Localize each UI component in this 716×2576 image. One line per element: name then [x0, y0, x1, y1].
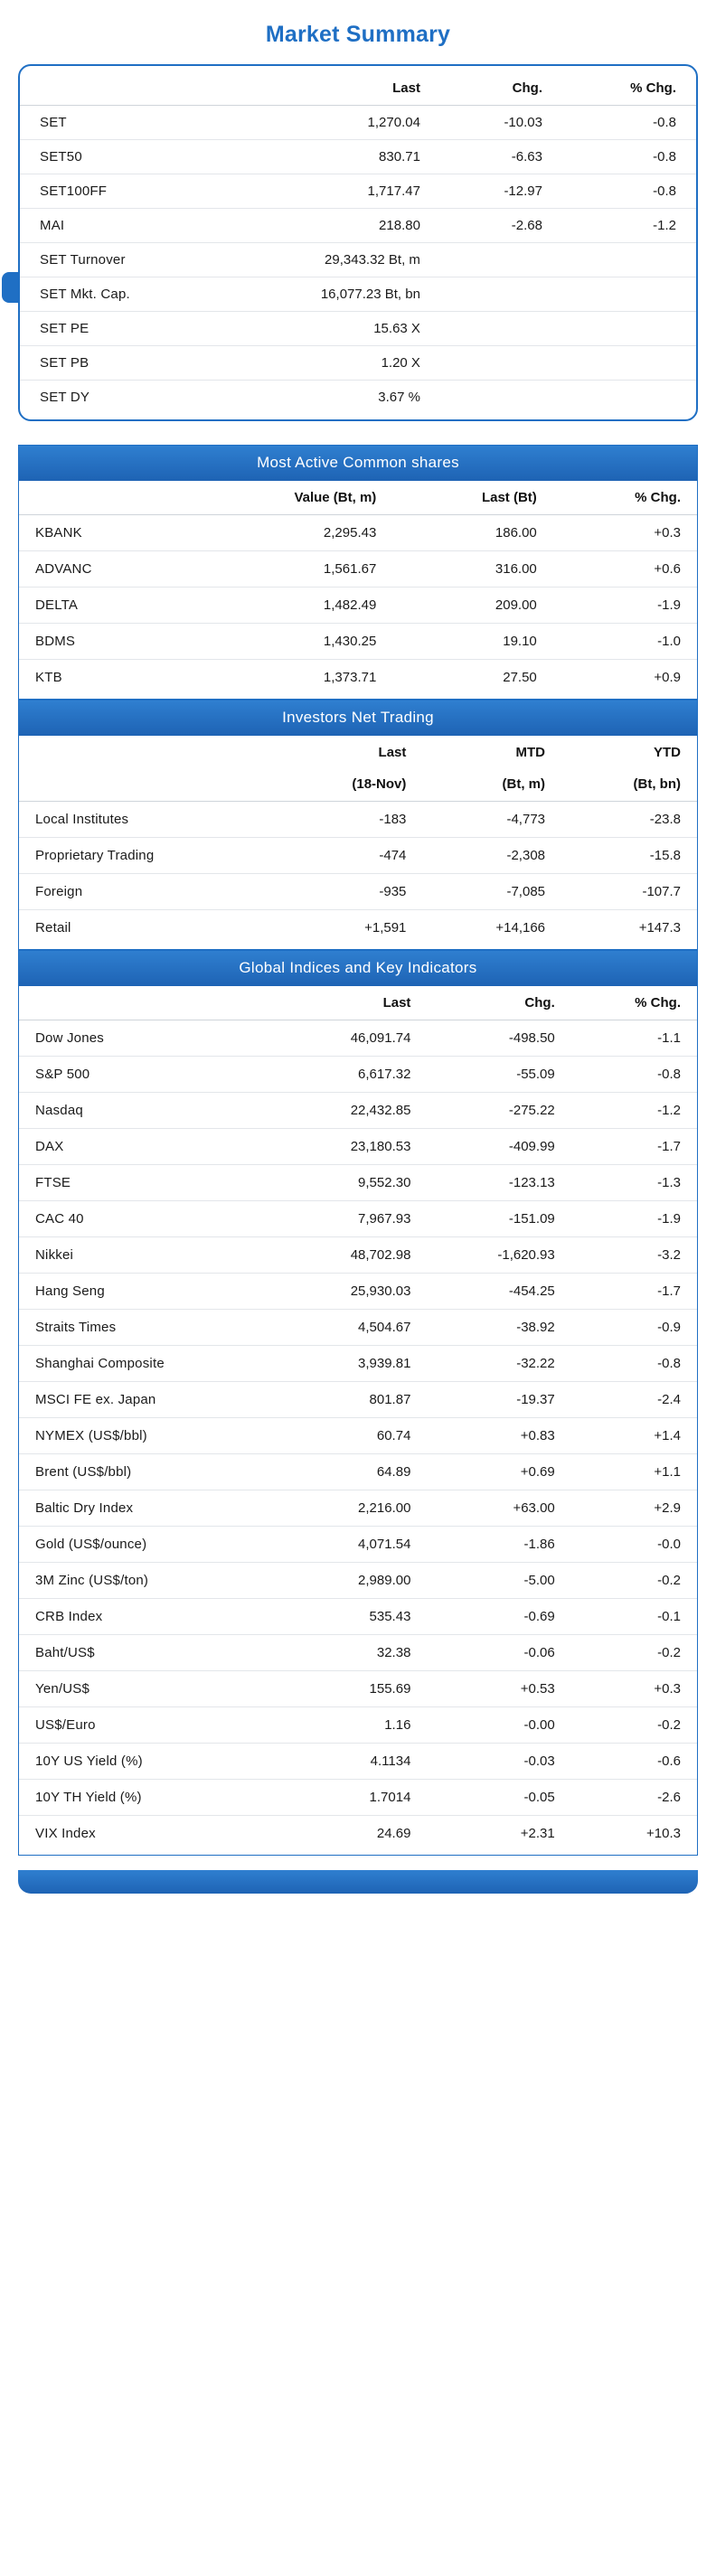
- set-summary-row-cell-pct: [562, 243, 696, 277]
- global-indices-row-cell-last: 2,216.00: [278, 1490, 428, 1527]
- global-indices-row-cell-chg: -409.99: [427, 1129, 570, 1165]
- global-indices-row-cell-last: 155.69: [278, 1671, 428, 1707]
- set-summary-row-cell-pct: -0.8: [562, 140, 696, 174]
- global-indices-row: [19, 1418, 697, 1454]
- column-header-chg: Chg.: [512, 80, 542, 96]
- global-indices-row-cell-chg: -55.09: [427, 1057, 570, 1093]
- global-indices-row: [19, 1129, 697, 1165]
- global-indices-row-cell-name: Nasdaq: [19, 1093, 278, 1129]
- set-summary-row-cell-chg: [440, 277, 562, 312]
- global-indices-row-cell-chg: -454.25: [427, 1274, 570, 1310]
- global-indices-row-cell-name: NYMEX (US$/bbl): [19, 1418, 278, 1454]
- global-indices-row-cell-pct: -0.2: [571, 1707, 697, 1744]
- set-summary-row-cell-name: SET100FF: [20, 174, 222, 209]
- global-indices-row-cell-name: FTSE: [19, 1165, 278, 1201]
- most-active-title: Most Active Common shares: [19, 446, 697, 481]
- most-active-row: [19, 588, 697, 624]
- investors-row: [19, 838, 697, 874]
- global-indices-row-cell-chg: +0.69: [427, 1454, 570, 1490]
- column-header-last: Last: [392, 80, 420, 96]
- most-active-table: [19, 483, 697, 695]
- global-indices-row-cell-pct: -0.0: [571, 1527, 697, 1563]
- global-indices-row-cell-last: 24.69: [278, 1816, 428, 1852]
- global-indices-row-cell-chg: -0.05: [427, 1780, 570, 1816]
- global-indices-row: [19, 1346, 697, 1382]
- column-header-chg: Chg.: [524, 995, 555, 1011]
- global-indices-row-cell-chg: -5.00: [427, 1563, 570, 1599]
- global-indices-row-cell-pct: -2.6: [571, 1780, 697, 1816]
- global-indices-row-cell-name: Baht/US$: [19, 1635, 278, 1671]
- global-indices-row-cell-pct: +2.9: [571, 1490, 697, 1527]
- global-indices-row-cell-name: VIX Index: [19, 1816, 278, 1852]
- most-active-row-cell-value: 2,295.43: [183, 515, 393, 551]
- investors-row-cell-ytd: -107.7: [561, 874, 697, 910]
- global-indices-row-cell-name: DAX: [19, 1129, 278, 1165]
- global-indices-row-cell-last: 535.43: [278, 1599, 428, 1635]
- most-active-row-cell-pct: -1.0: [553, 624, 697, 660]
- set-summary-row-cell-pct: -0.8: [562, 106, 696, 140]
- global-indices-row-cell-chg: -0.69: [427, 1599, 570, 1635]
- set-summary-row-cell-chg: [440, 312, 562, 346]
- set-summary-row-cell-pct: [562, 277, 696, 312]
- most-active-row-cell-last: 209.00: [392, 588, 552, 624]
- global-indices-row-cell-chg: -275.22: [427, 1093, 570, 1129]
- column-header-pct: % Chg.: [635, 995, 681, 1011]
- most-active-row-cell-value: 1,482.49: [183, 588, 393, 624]
- global-indices-row-cell-chg: -32.22: [427, 1346, 570, 1382]
- column-header-last: Last: [378, 745, 407, 760]
- investors-row-cell-ytd: -23.8: [561, 802, 697, 838]
- most-active-row: [19, 551, 697, 588]
- table-header-row: [19, 738, 697, 769]
- set-summary-row: [20, 140, 696, 174]
- set-summary-card: [18, 64, 698, 421]
- most-active-row-cell-last: 316.00: [392, 551, 552, 588]
- set-summary-row: [20, 174, 696, 209]
- investors-row-cell-last: -474: [276, 838, 423, 874]
- global-indices-row: [19, 1237, 697, 1274]
- investors-title: Investors Net Trading: [19, 700, 697, 736]
- investors-row-cell-mtd: -7,085: [422, 874, 561, 910]
- column-header-name: [20, 75, 222, 106]
- most-active-row-cell-name: ADVANC: [19, 551, 183, 588]
- global-indices-row-cell-name: S&P 500: [19, 1057, 278, 1093]
- most-active-row-cell-pct: +0.3: [553, 515, 697, 551]
- global-indices-row-cell-last: 32.38: [278, 1635, 428, 1671]
- set-summary-row-cell-name: SET Mkt. Cap.: [20, 277, 222, 312]
- set-summary-row-cell-name: SET DY: [20, 381, 222, 415]
- global-indices-table: [19, 988, 697, 1851]
- global-indices-row: [19, 1744, 697, 1780]
- left-tab-nub: [2, 272, 20, 303]
- column-header-mtd: MTD: [515, 745, 546, 760]
- global-indices-row: [19, 1274, 697, 1310]
- set-summary-row-cell-name: SET50: [20, 140, 222, 174]
- most-active-row-cell-name: BDMS: [19, 624, 183, 660]
- column-header-name: [19, 738, 276, 769]
- global-indices-row-cell-pct: -1.3: [571, 1165, 697, 1201]
- global-indices-row-cell-name: Straits Times: [19, 1310, 278, 1346]
- global-indices-row-cell-name: Hang Seng: [19, 1274, 278, 1310]
- global-indices-row-cell-pct: +1.4: [571, 1418, 697, 1454]
- set-summary-row-cell-last: 1,717.47: [222, 174, 439, 209]
- global-indices-row-cell-name: US$/Euro: [19, 1707, 278, 1744]
- most-active-row: [19, 624, 697, 660]
- set-summary-row-cell-chg: -2.68: [440, 209, 562, 243]
- global-indices-row: [19, 1454, 697, 1490]
- global-indices-row-cell-last: 801.87: [278, 1382, 428, 1418]
- global-indices-row: [19, 1671, 697, 1707]
- subheader-mtd-unit: (Bt, m): [502, 776, 546, 792]
- set-summary-row-cell-last: 1,270.04: [222, 106, 439, 140]
- subheader-date: (18-Nov): [352, 776, 407, 792]
- global-indices-row-cell-chg: +0.83: [427, 1418, 570, 1454]
- investors-row-cell-mtd: -4,773: [422, 802, 561, 838]
- global-indices-body: [19, 1020, 697, 1852]
- set-summary-row-cell-pct: [562, 346, 696, 381]
- footer-bar: [18, 1870, 698, 1894]
- global-indices-row: [19, 1382, 697, 1418]
- most-active-row-cell-name: KBANK: [19, 515, 183, 551]
- page-title: Market Summary: [265, 22, 451, 47]
- investors-row-cell-ytd: +147.3: [561, 910, 697, 946]
- set-summary-row: [20, 243, 696, 277]
- global-indices-row: [19, 1527, 697, 1563]
- global-indices-row-cell-name: Nikkei: [19, 1237, 278, 1274]
- most-active-body: [19, 515, 697, 696]
- global-indices-row-cell-last: 4,504.67: [278, 1310, 428, 1346]
- most-active-row-cell-pct: -1.9: [553, 588, 697, 624]
- global-indices-row-cell-last: 4,071.54: [278, 1527, 428, 1563]
- global-indices-title: Global Indices and Key Indicators: [19, 951, 697, 986]
- investors-row-cell-name: Retail: [19, 910, 276, 946]
- global-indices-row-cell-chg: -498.50: [427, 1020, 570, 1057]
- column-header-name: [19, 483, 183, 515]
- global-indices-row-cell-pct: -1.1: [571, 1020, 697, 1057]
- investors-body: [19, 802, 697, 946]
- subheader-ytd-unit: (Bt, bn): [633, 776, 681, 792]
- investors-row: [19, 802, 697, 838]
- global-indices-row: [19, 1816, 697, 1852]
- investors-row: [19, 874, 697, 910]
- global-indices-row-cell-name: 10Y US Yield (%): [19, 1744, 278, 1780]
- global-indices-row-cell-pct: -0.8: [571, 1057, 697, 1093]
- column-header-last: Last (Bt): [481, 490, 537, 505]
- global-indices-row-cell-pct: -2.4: [571, 1382, 697, 1418]
- global-indices-row-cell-pct: +1.1: [571, 1454, 697, 1490]
- set-summary-row-cell-chg: -6.63: [440, 140, 562, 174]
- set-summary-row-cell-name: SET PE: [20, 312, 222, 346]
- global-indices-row-cell-chg: -1,620.93: [427, 1237, 570, 1274]
- global-indices-row: [19, 1093, 697, 1129]
- global-indices-row-cell-pct: -1.2: [571, 1093, 697, 1129]
- global-indices-row-cell-pct: -1.9: [571, 1201, 697, 1237]
- set-summary-row-cell-name: SET Turnover: [20, 243, 222, 277]
- global-indices-row: [19, 1057, 697, 1093]
- global-indices-row-cell-last: 6,617.32: [278, 1057, 428, 1093]
- set-summary-row: [20, 312, 696, 346]
- set-summary-row-cell-name: MAI: [20, 209, 222, 243]
- global-indices-row-cell-last: 4.1134: [278, 1744, 428, 1780]
- most-active-row-cell-value: 1,561.67: [183, 551, 393, 588]
- global-indices-row-cell-last: 2,989.00: [278, 1563, 428, 1599]
- investors-row: [19, 910, 697, 946]
- most-active-row-cell-value: 1,373.71: [183, 660, 393, 696]
- global-indices-row: [19, 1563, 697, 1599]
- global-indices-row-cell-last: 46,091.74: [278, 1020, 428, 1057]
- column-header-name: [19, 988, 278, 1020]
- column-header-pct: % Chg.: [630, 80, 676, 96]
- global-indices-row-cell-last: 48,702.98: [278, 1237, 428, 1274]
- set-summary-row-cell-pct: [562, 381, 696, 415]
- table-header-row: [19, 988, 697, 1020]
- set-summary-row-cell-last: 16,077.23 Bt, bn: [222, 277, 439, 312]
- investors-row-cell-mtd: +14,166: [422, 910, 561, 946]
- set-summary-row-cell-last: 218.80: [222, 209, 439, 243]
- global-indices-row: [19, 1310, 697, 1346]
- table-header-row: [20, 75, 696, 106]
- global-indices-row-cell-chg: -0.03: [427, 1744, 570, 1780]
- most-active-row-cell-last: 186.00: [392, 515, 552, 551]
- most-active-row: [19, 515, 697, 551]
- most-active-row-cell-last: 19.10: [392, 624, 552, 660]
- global-indices-row-cell-chg: +2.31: [427, 1816, 570, 1852]
- investors-row-cell-last: -183: [276, 802, 423, 838]
- set-summary-row-cell-name: SET PB: [20, 346, 222, 381]
- most-active-row-cell-name: KTB: [19, 660, 183, 696]
- global-indices-row-cell-pct: -0.9: [571, 1310, 697, 1346]
- global-indices-row-cell-name: Shanghai Composite: [19, 1346, 278, 1382]
- global-indices-row-cell-last: 7,967.93: [278, 1201, 428, 1237]
- global-indices-row-cell-name: Gold (US$/ounce): [19, 1527, 278, 1563]
- set-summary-row-cell-chg: -12.97: [440, 174, 562, 209]
- set-summary-row: [20, 277, 696, 312]
- global-indices-row-cell-last: 23,180.53: [278, 1129, 428, 1165]
- global-indices-row-cell-last: 60.74: [278, 1418, 428, 1454]
- global-indices-row-cell-chg: -151.09: [427, 1201, 570, 1237]
- most-active-row-cell-pct: +0.9: [553, 660, 697, 696]
- column-header-ytd: YTD: [654, 745, 681, 760]
- set-summary-row: [20, 346, 696, 381]
- column-header-value: Value (Bt, m): [294, 490, 377, 505]
- subheader-blank: [19, 769, 276, 802]
- global-indices-row-cell-name: Baltic Dry Index: [19, 1490, 278, 1527]
- global-indices-row-cell-chg: -38.92: [427, 1310, 570, 1346]
- set-summary-row-cell-pct: [562, 312, 696, 346]
- investors-row-cell-last: -935: [276, 874, 423, 910]
- set-summary-row-cell-chg: [440, 243, 562, 277]
- global-indices-row-cell-name: CAC 40: [19, 1201, 278, 1237]
- investors-row-cell-name: Local Institutes: [19, 802, 276, 838]
- set-summary-row-cell-last: 15.63 X: [222, 312, 439, 346]
- global-indices-row: [19, 1490, 697, 1527]
- global-indices-row-cell-last: 1.16: [278, 1707, 428, 1744]
- global-indices-section: [18, 950, 698, 1856]
- global-indices-row-cell-pct: -0.8: [571, 1346, 697, 1382]
- global-indices-row: [19, 1780, 697, 1816]
- global-indices-row-cell-pct: -0.6: [571, 1744, 697, 1780]
- global-indices-row-cell-pct: +0.3: [571, 1671, 697, 1707]
- global-indices-row-cell-pct: -1.7: [571, 1274, 697, 1310]
- set-summary-table: [20, 75, 696, 414]
- global-indices-row: [19, 1635, 697, 1671]
- table-header-row: [19, 483, 697, 515]
- set-summary-row-cell-last: 1.20 X: [222, 346, 439, 381]
- global-indices-row-cell-last: 3,939.81: [278, 1346, 428, 1382]
- investors-row-cell-mtd: -2,308: [422, 838, 561, 874]
- set-summary-row-cell-last: 3.67 %: [222, 381, 439, 415]
- column-header-pct: % Chg.: [635, 490, 681, 505]
- global-indices-row-cell-name: CRB Index: [19, 1599, 278, 1635]
- most-active-row-cell-value: 1,430.25: [183, 624, 393, 660]
- global-indices-row-cell-pct: -0.2: [571, 1635, 697, 1671]
- investors-section: [18, 700, 698, 950]
- most-active-row-cell-name: DELTA: [19, 588, 183, 624]
- global-indices-row-cell-last: 25,930.03: [278, 1274, 428, 1310]
- set-summary-body: [20, 106, 696, 415]
- investors-row-cell-name: Proprietary Trading: [19, 838, 276, 874]
- set-summary-row-cell-last: 830.71: [222, 140, 439, 174]
- global-indices-row-cell-pct: -0.1: [571, 1599, 697, 1635]
- global-indices-row: [19, 1599, 697, 1635]
- global-indices-row: [19, 1020, 697, 1057]
- global-indices-row-cell-name: Yen/US$: [19, 1671, 278, 1707]
- global-indices-row-cell-chg: -0.00: [427, 1707, 570, 1744]
- most-active-section: [18, 445, 698, 700]
- global-indices-row-cell-last: 64.89: [278, 1454, 428, 1490]
- global-indices-row-cell-last: 9,552.30: [278, 1165, 428, 1201]
- table-subheader-row: [19, 769, 697, 802]
- set-summary-row: [20, 209, 696, 243]
- set-summary-row-cell-chg: [440, 346, 562, 381]
- set-summary-row-cell-pct: -1.2: [562, 209, 696, 243]
- global-indices-row: [19, 1165, 697, 1201]
- global-indices-row-cell-chg: -1.86: [427, 1527, 570, 1563]
- global-indices-row-cell-name: 3M Zinc (US$/ton): [19, 1563, 278, 1599]
- global-indices-row: [19, 1201, 697, 1237]
- set-summary-row-cell-chg: [440, 381, 562, 415]
- global-indices-row-cell-chg: -123.13: [427, 1165, 570, 1201]
- set-summary-row-cell-name: SET: [20, 106, 222, 140]
- global-indices-row-cell-chg: +0.53: [427, 1671, 570, 1707]
- global-indices-row: [19, 1707, 697, 1744]
- global-indices-row-cell-name: MSCI FE ex. Japan: [19, 1382, 278, 1418]
- global-indices-row-cell-pct: -3.2: [571, 1237, 697, 1274]
- set-summary-row-cell-pct: -0.8: [562, 174, 696, 209]
- global-indices-row-cell-name: Dow Jones: [19, 1020, 278, 1057]
- global-indices-row-cell-name: Brent (US$/bbl): [19, 1454, 278, 1490]
- global-indices-row-cell-chg: -0.06: [427, 1635, 570, 1671]
- investors-table: [19, 738, 697, 945]
- global-indices-row-cell-pct: -1.7: [571, 1129, 697, 1165]
- global-indices-row-cell-name: 10Y TH Yield (%): [19, 1780, 278, 1816]
- investors-row-cell-name: Foreign: [19, 874, 276, 910]
- investors-row-cell-last: +1,591: [276, 910, 423, 946]
- column-header-last: Last: [382, 995, 411, 1011]
- set-summary-row-cell-chg: -10.03: [440, 106, 562, 140]
- global-indices-row-cell-pct: +10.3: [571, 1816, 697, 1852]
- investors-row-cell-ytd: -15.8: [561, 838, 697, 874]
- global-indices-row-cell-last: 1.7014: [278, 1780, 428, 1816]
- set-summary-row-cell-last: 29,343.32 Bt, m: [222, 243, 439, 277]
- global-indices-row-cell-chg: +63.00: [427, 1490, 570, 1527]
- global-indices-row-cell-chg: -19.37: [427, 1382, 570, 1418]
- global-indices-row-cell-pct: -0.2: [571, 1563, 697, 1599]
- most-active-row-cell-last: 27.50: [392, 660, 552, 696]
- set-summary-row: [20, 106, 696, 140]
- most-active-row: [19, 660, 697, 696]
- set-summary-row: [20, 381, 696, 415]
- most-active-row-cell-pct: +0.6: [553, 551, 697, 588]
- global-indices-row-cell-last: 22,432.85: [278, 1093, 428, 1129]
